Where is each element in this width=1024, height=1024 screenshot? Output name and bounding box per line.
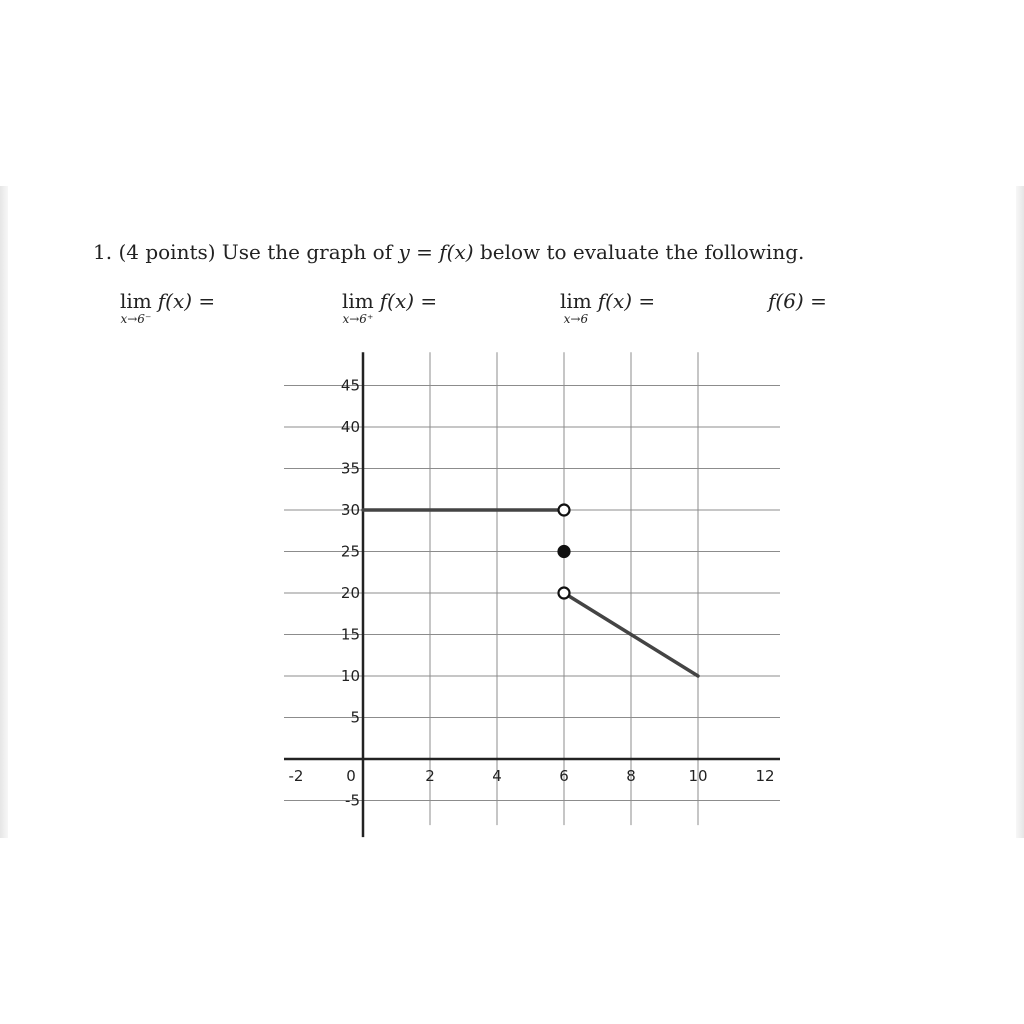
plot-data — [363, 505, 698, 677]
x-tick-label: 12 — [755, 767, 775, 785]
limit-word: lim — [120, 289, 152, 313]
question-number: 1. — [93, 240, 113, 264]
limit-subscript: x→6⁺ — [342, 312, 374, 326]
question-func: f(x) — [439, 240, 474, 264]
function-value-expression: f(6) = — [768, 289, 827, 313]
x-tick-label: 6 — [559, 767, 569, 785]
question-var-y: y — [398, 240, 410, 264]
x-tick-label: 10 — [688, 767, 708, 785]
y-tick-label: 35 — [340, 459, 360, 478]
limit-expression: f(x) = — [379, 289, 438, 313]
closed-point — [559, 546, 570, 557]
y-tick-label: 10 — [340, 667, 360, 685]
y-tick-label: -5 — [345, 791, 360, 810]
limit-expression: f(x) = — [597, 289, 656, 313]
question-text-after: below to evaluate the following. — [479, 240, 805, 264]
limit-expression: f(x) = — [157, 289, 216, 313]
x-tick-label: 8 — [626, 767, 636, 785]
limit-subscript: x→6 — [563, 312, 589, 326]
x-tick-label: 4 — [492, 767, 502, 785]
y-tick-label: 45 — [340, 376, 360, 395]
question-equals: = — [416, 240, 433, 264]
y-tick-label: 5 — [350, 708, 360, 727]
open-point — [559, 505, 570, 516]
y-tick-label: 20 — [340, 584, 360, 602]
y-tick-label: 40 — [340, 418, 360, 436]
limit-subscript: x→6⁻ — [120, 312, 152, 326]
x-tick-label: 0 — [346, 767, 356, 785]
y-tick-label: 15 — [340, 625, 360, 644]
x-tick-label: -2 — [288, 767, 304, 785]
question-points: (4 points) — [118, 240, 216, 264]
y-tick-label: 30 — [340, 501, 360, 519]
open-point — [559, 588, 570, 599]
x-tick-label: 2 — [425, 767, 435, 785]
limit-word: lim — [560, 289, 592, 313]
limit-word: lim — [342, 289, 374, 313]
y-tick-label: 25 — [340, 542, 360, 561]
question-text-before: Use the graph of — [221, 240, 393, 264]
